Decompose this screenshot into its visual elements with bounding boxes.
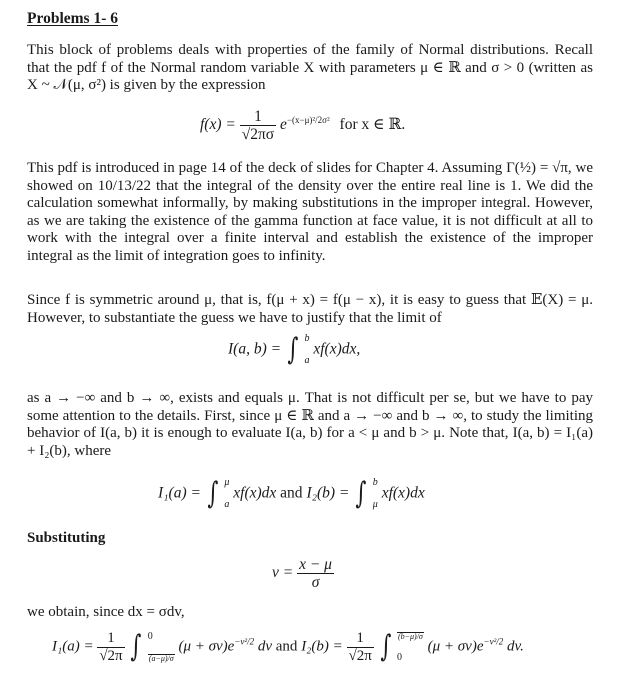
final-num1: 1 — [107, 630, 115, 646]
pdf-exponent: −(x−μ)²/2σ² — [286, 114, 330, 125]
integral-sign: ∫ — [130, 629, 142, 664]
paragraph-obtain: we obtain, since dx = σdv, — [27, 604, 185, 620]
final-lhs1: I₁(a) = — [52, 638, 94, 655]
split-upper1: μ — [224, 477, 230, 488]
pdf-equation — [200, 108, 405, 143]
pdf-lhs: f(x) = — [200, 116, 236, 134]
iab-integrand: xf(x)dx, — [313, 340, 361, 358]
split-lhs1: I₁(a) = — [158, 484, 201, 502]
final-num2: 1 — [356, 630, 364, 646]
iab-upper: b — [304, 333, 310, 344]
split-upper2: b — [372, 477, 378, 488]
substituting-label: Substituting — [27, 530, 106, 546]
split-lhs2: I₂(b) = — [306, 484, 350, 502]
iab-lower: a — [304, 355, 310, 366]
final-fraction2 — [347, 630, 374, 664]
split-integrand1: xf(x)dx — [233, 484, 277, 502]
final-limits1 — [148, 632, 175, 663]
final-equation — [52, 630, 524, 664]
section-title: Problems 1- 6 — [27, 10, 118, 27]
final-integrand1: (μ + σv)e — [178, 638, 235, 655]
final-and: and — [275, 638, 298, 655]
final-upper2: (b−μ)/σ — [397, 631, 423, 641]
pdf-exp-base: e — [280, 116, 287, 134]
sub-fraction — [297, 556, 334, 591]
paragraph-gamma: This pdf is introduced in page 14 of the deck of slides for Chapter 4. Assuming Γ(½) = √π, we showed on 10/13/22 that the integral of the density over the entire real line is 1. We did the calculation somewhat informally, by making substitutions in the improper integral. However, as we are taking the existence of the gamma function at face value, it is not difficult at all to work with the integral over a finite interval and establish the existence of the improper integral as the limit of integration goes to infinity. — [27, 160, 593, 264]
iab-equation — [228, 334, 360, 366]
sub-numerator: x − μ — [299, 556, 332, 573]
final-dv2: dv. — [507, 638, 524, 655]
split-lower2: μ — [372, 499, 378, 510]
iab-lhs: I(a, b) = — [228, 340, 282, 358]
split-limits1 — [224, 478, 229, 510]
paragraph-limits: as a → −∞ and b → ∞, exists and equals μ. That is not difficult per se, but we have to pay some attention to the details. First, since μ ∈ ℝ and a → −∞ and b → ∞, to study the limiting behavior of I(a, b) it is enough to evaluate I(a, b) for a < μ and b > μ. Note that, I(a, b) = I₁(a) + I₂(b), where — [27, 390, 593, 459]
sub-lhs: v = — [272, 564, 294, 582]
pdf-numerator: 1 — [254, 108, 262, 125]
integral-sign: ∫ — [287, 332, 299, 367]
pdf-denominator: √2πσ — [241, 126, 275, 144]
pdf-fraction — [240, 108, 276, 143]
paragraph-symmetry: Since f is symmetric around μ, that is, f(μ + x) = f(μ − x), it is easy to guess that 𝔼(X) = μ. However, to substantiate the guess we have to justify that the limit of — [27, 292, 593, 326]
integral-sign: ∫ — [207, 476, 219, 511]
final-integrand2: (μ + σv)e — [427, 638, 484, 655]
split-and: and — [280, 484, 303, 502]
split-limits2 — [373, 478, 378, 510]
final-den1: √2π — [99, 647, 123, 664]
final-lower2: 0 — [396, 651, 402, 663]
integral-sign: ∫ — [355, 476, 367, 511]
final-lower1: (a−μ)/σ — [148, 653, 174, 663]
final-exp1: −v²/2 — [234, 636, 255, 647]
split-lower1: a — [224, 499, 230, 510]
intro-paragraph: This block of problems deals with properties of the family of Normal distributions. Recall that the pdf f of the Normal random variable X with parameters μ ∈ ℝ and σ > 0 (written as X ~ 𝒩(μ, σ²) is given by the expression — [27, 42, 593, 94]
final-fraction1 — [97, 630, 124, 664]
integral-sign: ∫ — [379, 629, 391, 664]
iab-limits — [304, 334, 309, 366]
substitution-equation — [272, 556, 334, 591]
final-den2: √2π — [348, 647, 372, 664]
final-dv1: dv — [257, 638, 273, 655]
final-upper1: 0 — [147, 630, 153, 642]
final-lhs2: I₂(b) = — [301, 638, 343, 655]
split-integrand2: xf(x)dx — [381, 484, 425, 502]
final-exp2: −v²/2 — [483, 636, 504, 647]
sub-denominator: σ — [297, 573, 334, 591]
split-equation — [158, 478, 425, 510]
final-limits2 — [397, 632, 424, 663]
pdf-domain: for x ∈ ℝ. — [339, 116, 406, 134]
